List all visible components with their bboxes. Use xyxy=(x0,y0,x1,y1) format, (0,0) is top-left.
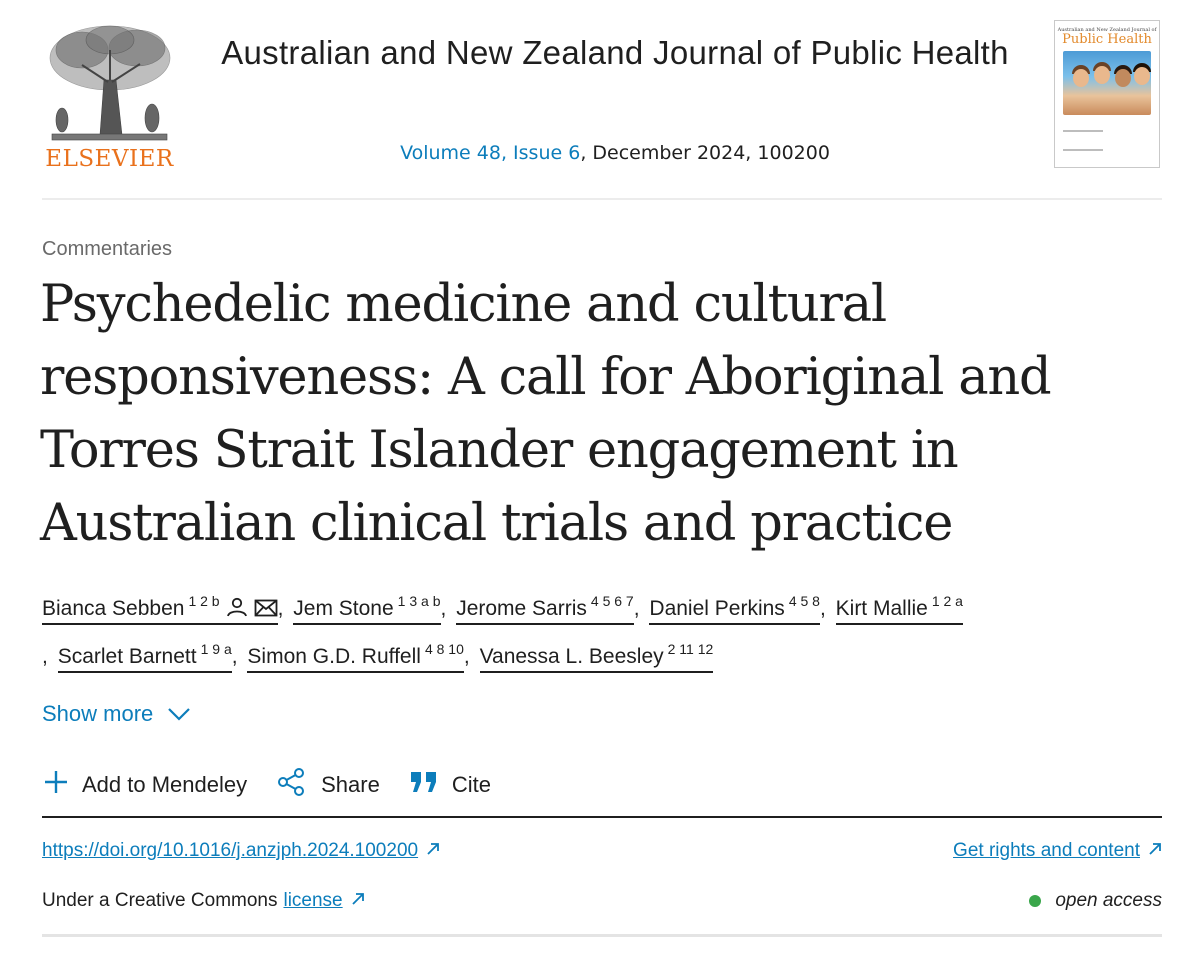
issue-info xyxy=(200,142,1030,164)
article-toolbar xyxy=(44,767,521,803)
quote-icon xyxy=(410,771,438,799)
open-access-dot-icon xyxy=(1029,895,1041,907)
elsevier-tree-icon xyxy=(42,20,177,145)
author-link[interactable] xyxy=(456,593,634,625)
license-link-text: license xyxy=(283,890,343,911)
author-link[interactable] xyxy=(835,593,963,625)
author-affiliation: 1 3 a b xyxy=(397,593,441,609)
author-name: Daniel Perkins xyxy=(649,597,785,620)
license-prefix: Under a Creative Commons xyxy=(42,890,278,911)
cite-label: Cite xyxy=(451,772,491,797)
author-separator: , xyxy=(633,597,640,620)
open-access-badge xyxy=(1029,890,1162,912)
share-label: Share xyxy=(321,772,380,797)
author-separator: , xyxy=(42,645,48,668)
share-button[interactable] xyxy=(277,767,380,803)
show-more-button[interactable] xyxy=(42,701,191,727)
author-affiliation: 4 5 8 xyxy=(788,593,820,609)
cite-button[interactable] xyxy=(410,771,491,799)
author-name: Simon G.D. Ruffell xyxy=(247,645,421,668)
license-info xyxy=(42,890,365,912)
external-link-icon xyxy=(426,840,440,862)
author-link[interactable] xyxy=(57,641,232,673)
author-affiliation: 1 2 b xyxy=(188,593,220,609)
author-affiliation: 2 11 12 xyxy=(667,641,714,657)
doi-link[interactable] xyxy=(42,840,440,862)
journal-title[interactable] xyxy=(200,30,1030,76)
author-link[interactable] xyxy=(649,593,820,625)
toolbar-divider xyxy=(42,816,1162,818)
cover-title-text: Public Health xyxy=(1062,32,1152,47)
mendeley-label: Add to Mendeley xyxy=(82,772,248,797)
header-divider xyxy=(42,198,1162,200)
plus-icon xyxy=(44,770,68,800)
author-affiliation: 4 5 6 7 xyxy=(590,593,634,609)
author-link[interactable] xyxy=(479,641,714,673)
author-separator: , xyxy=(819,597,826,620)
license-link[interactable] xyxy=(283,890,364,912)
author-name: Bianca Sebben xyxy=(42,597,185,620)
author-separator: , xyxy=(231,645,238,668)
author-separator: , xyxy=(277,597,284,620)
cover-photo xyxy=(1063,51,1151,115)
share-icon xyxy=(277,767,307,803)
author-separator: , xyxy=(440,597,447,620)
open-access-label: open access xyxy=(1055,890,1162,911)
cover-contents xyxy=(1063,121,1151,168)
author-name: Scarlet Barnett xyxy=(57,645,197,668)
show-more-label: Show more xyxy=(42,701,154,726)
volume-issue-link[interactable]: Volume 48, Issue 6 xyxy=(400,142,581,164)
author-name: Jem Stone xyxy=(293,597,394,620)
doi-text: https://doi.org/10.1016/j.anzjph.2024.100200 xyxy=(42,840,419,861)
external-link-icon xyxy=(351,890,365,912)
author-separator: , xyxy=(463,645,470,668)
bottom-divider xyxy=(42,934,1162,937)
article-type: Commentaries xyxy=(42,238,173,260)
author-link[interactable] xyxy=(293,593,441,625)
envelope-icon xyxy=(254,588,278,634)
author-list xyxy=(42,586,1167,680)
person-icon xyxy=(226,588,248,634)
author-affiliation: 1 9 a xyxy=(200,641,232,657)
author-affiliation: 4 8 10 xyxy=(424,641,464,657)
author-link[interactable] xyxy=(247,641,464,673)
rights-link[interactable] xyxy=(953,840,1162,862)
publisher-name: ELSEVIER xyxy=(45,146,174,172)
author-name: Jerome Sarris xyxy=(456,597,587,620)
issue-date: , December 2024, 100200 xyxy=(580,142,830,164)
article-title: Psychedelic medicine and cultural responsiveness: A call for Aboriginal and Torres Strait Islander engagement in Australian clinical trials and practice xyxy=(40,275,1051,553)
journal-cover-thumbnail[interactable] xyxy=(1054,20,1160,168)
author-name: Kirt Mallie xyxy=(835,597,928,620)
add-to-mendeley-button[interactable] xyxy=(44,770,247,800)
journal-title-link[interactable]: Australian and New Zealand Journal of Public Health xyxy=(221,34,1009,71)
rights-text: Get rights and content xyxy=(953,840,1140,861)
author-affiliation: 1 2 a xyxy=(931,593,963,609)
external-link-icon xyxy=(1148,840,1162,862)
author-name: Vanessa L. Beesley xyxy=(479,645,664,668)
author-link[interactable] xyxy=(42,593,278,625)
cover-header-text: Australian and New Zealand Journal of xyxy=(1057,27,1157,33)
chevron-down-icon xyxy=(167,701,191,727)
